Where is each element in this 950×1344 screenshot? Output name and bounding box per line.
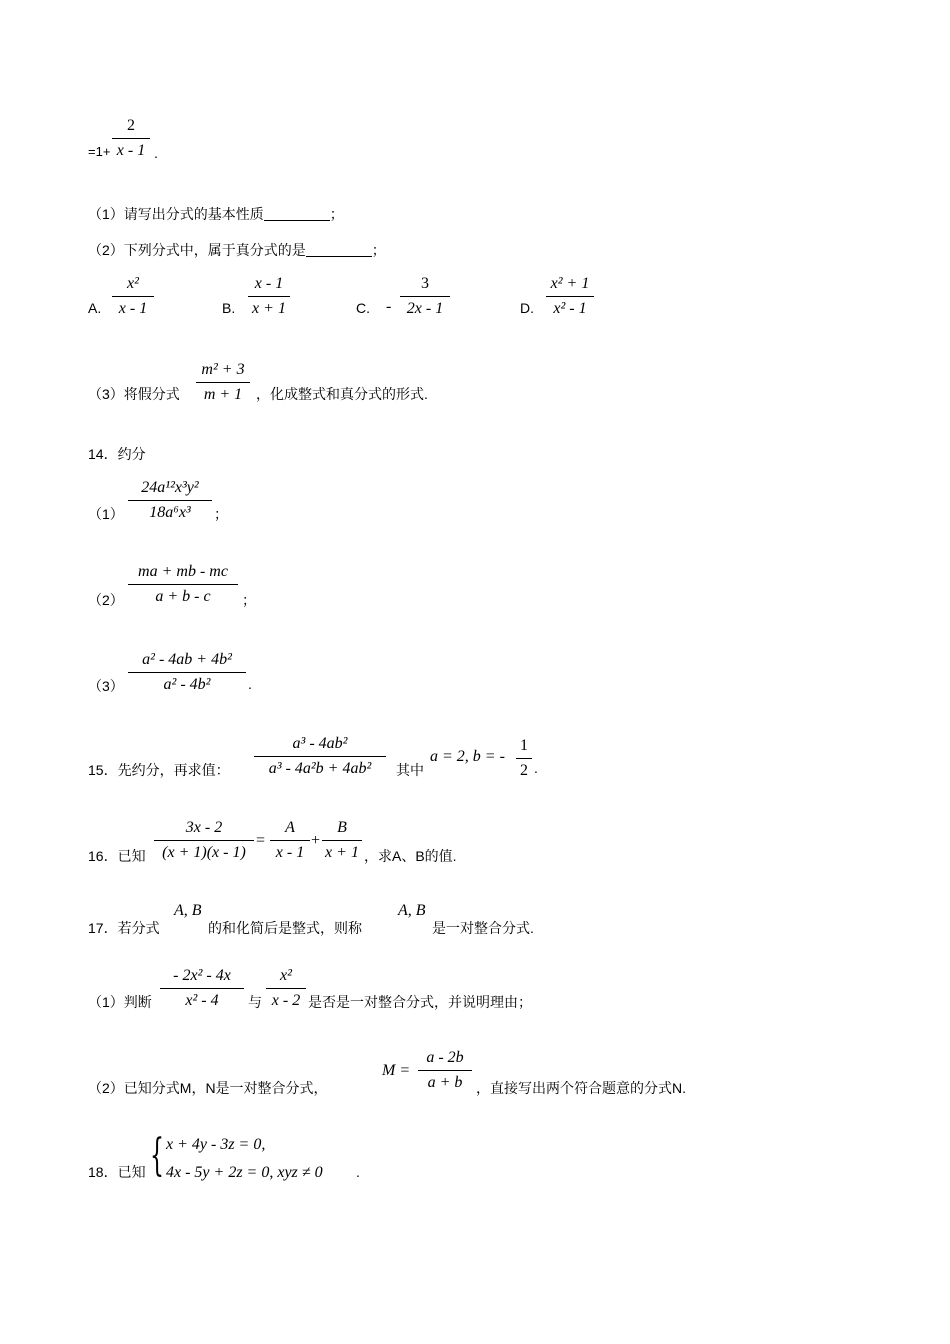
q16-fraction: [154, 818, 254, 863]
q18-line2: 4x - 5y + 2z = 0, xyz ≠ 0: [166, 1164, 323, 1181]
q13-part1-end: ；: [329, 206, 344, 222]
option-d-num: x² + 1: [550, 275, 590, 292]
q13-part1-text: （1）请写出分式的基本性质: [88, 206, 264, 222]
q17-part2-end: ，直接写出两个符合题意的分式N.: [476, 1080, 686, 1096]
q18-text: 18．已知: [88, 1164, 146, 1180]
q14-item2-den: a + b - c: [155, 588, 211, 605]
q15-condition: a = 2, b = -: [430, 748, 505, 765]
option-b-fraction: [248, 274, 290, 319]
q15-end: .: [534, 760, 538, 776]
option-a-label: A.: [88, 300, 102, 316]
q17-part2-den: a + b: [427, 1074, 463, 1091]
q17-ab2: A, B: [398, 902, 426, 919]
q17-part2-m: M =: [382, 1062, 411, 1079]
q13-part1: [88, 204, 344, 224]
q15-cond-den: 2: [520, 762, 528, 779]
q13-part2-end: ；: [371, 242, 386, 258]
q17-part1-text: （1）判断: [88, 994, 152, 1010]
q16-text: 16．已知: [88, 848, 146, 864]
q14-item3-end: .: [248, 676, 252, 692]
q16-equals: =: [256, 832, 266, 849]
option-c-den: 2x - 1: [406, 300, 444, 317]
q16-den: (x + 1)(x - 1): [162, 844, 246, 861]
q17-part1-fraction2: [266, 966, 306, 1011]
q16-b-num: B: [337, 819, 347, 836]
q14-item3-den: a² - 4b²: [163, 676, 211, 693]
q15-cond-fraction: [516, 736, 532, 781]
q14-item2-label: （2）: [88, 592, 124, 608]
q16-a-fraction: [270, 818, 310, 863]
q14-title: 14．约分: [88, 446, 146, 462]
q16-plus: +: [311, 832, 321, 849]
q17-part2-fraction: [418, 1048, 472, 1093]
q15-mid: 其中: [396, 762, 424, 778]
answer-blank: [264, 206, 330, 221]
option-c-num: 3: [421, 275, 429, 292]
q13-part3-fraction: [196, 360, 250, 405]
q18-line1: x + 4y - 3z = 0,: [166, 1136, 266, 1153]
q17-part2-text: （2）已知分式M，N是一对整合分式，: [88, 1080, 328, 1096]
option-c-minus: -: [386, 298, 392, 315]
q18-end: .: [356, 1164, 360, 1180]
q15-cond-num: 1: [520, 737, 528, 754]
option-b-label: B.: [222, 300, 236, 316]
q17-part1-fraction1: [160, 966, 244, 1011]
q17-part1-num1: - 2x² - 4x: [173, 967, 231, 984]
q13-part3-num: m² + 3: [201, 361, 245, 378]
q15-text: 15．先约分，再求值：: [88, 762, 230, 778]
q15-den: a³ - 4a²b + 4ab²: [268, 760, 372, 777]
q16-end: ，求A、B的值.: [364, 848, 457, 864]
option-a-fraction: [112, 274, 154, 319]
q14-item1-label: （1）: [88, 506, 124, 522]
q17-part1-den1: x² - 4: [185, 992, 219, 1009]
option-b-num: x - 1: [254, 275, 284, 292]
q13-part3-den: m + 1: [203, 386, 243, 403]
q17-part1-den2: x - 2: [271, 992, 301, 1009]
q17-text1: 17．若分式: [88, 920, 160, 936]
q14-item1-den: 18a⁶x³: [149, 504, 191, 521]
q16-a-num: A: [285, 819, 295, 836]
q14-item1-end: ；: [214, 506, 228, 522]
q14-item2-fraction: [128, 562, 238, 607]
q17-text2: 的和化简后是整式，则称: [208, 920, 362, 936]
q14-item3-num: a² - 4ab + 4b²: [142, 651, 232, 668]
q17-part1-end: 是否是一对整合分式，并说明理由；: [308, 994, 532, 1010]
q16-num: 3x - 2: [185, 819, 223, 836]
q14-item3-fraction: [128, 650, 246, 695]
q16-b-den: x + 1: [325, 844, 359, 861]
q13-part3-text: （3）将假分式: [88, 386, 180, 402]
option-d-fraction: [546, 274, 594, 319]
answer-blank: [306, 242, 372, 257]
q17-part1-mid: 与: [248, 994, 262, 1010]
intro-suffix: .: [154, 145, 158, 161]
intro-fraction: [112, 116, 150, 161]
q13-part2-text: （2）下列分式中，属于真分式的是: [88, 242, 306, 258]
option-b-den: x + 1: [252, 300, 286, 317]
q17-ab1: A, B: [174, 902, 202, 919]
q17-part2-num: a - 2b: [426, 1049, 464, 1066]
q17-part1-num2: x²: [280, 967, 292, 984]
left-brace: {: [150, 1130, 164, 1181]
option-d-den: x² - 1: [553, 300, 587, 317]
q14-item1-fraction: [128, 478, 212, 523]
q15-fraction: [254, 734, 386, 779]
q13-part2: [88, 240, 386, 260]
option-c-fraction: [400, 274, 450, 319]
q14-item2-num: ma + mb - mc: [138, 563, 228, 580]
q15-num: a³ - 4ab²: [292, 735, 348, 752]
option-d-label: D.: [520, 300, 534, 316]
intro-frac-den: x - 1: [116, 142, 146, 159]
q16-a-den: x - 1: [275, 844, 305, 861]
q13-part3-end: ，化成整式和真分式的形式.: [256, 386, 428, 402]
q14-item1-num: 24a¹²x³y²: [141, 479, 199, 496]
intro-frac-num: 2: [127, 117, 135, 134]
q17-text3: 是一对整合分式.: [432, 920, 534, 936]
q14-item3-label: （3）: [88, 678, 124, 694]
option-a-num: x²: [127, 275, 139, 292]
option-a-den: x - 1: [118, 300, 148, 317]
intro-prefix: =1+: [88, 144, 111, 159]
q16-b-fraction: [322, 818, 362, 863]
q14-item2-end: ；: [242, 592, 256, 608]
option-c-label: C.: [356, 300, 370, 316]
